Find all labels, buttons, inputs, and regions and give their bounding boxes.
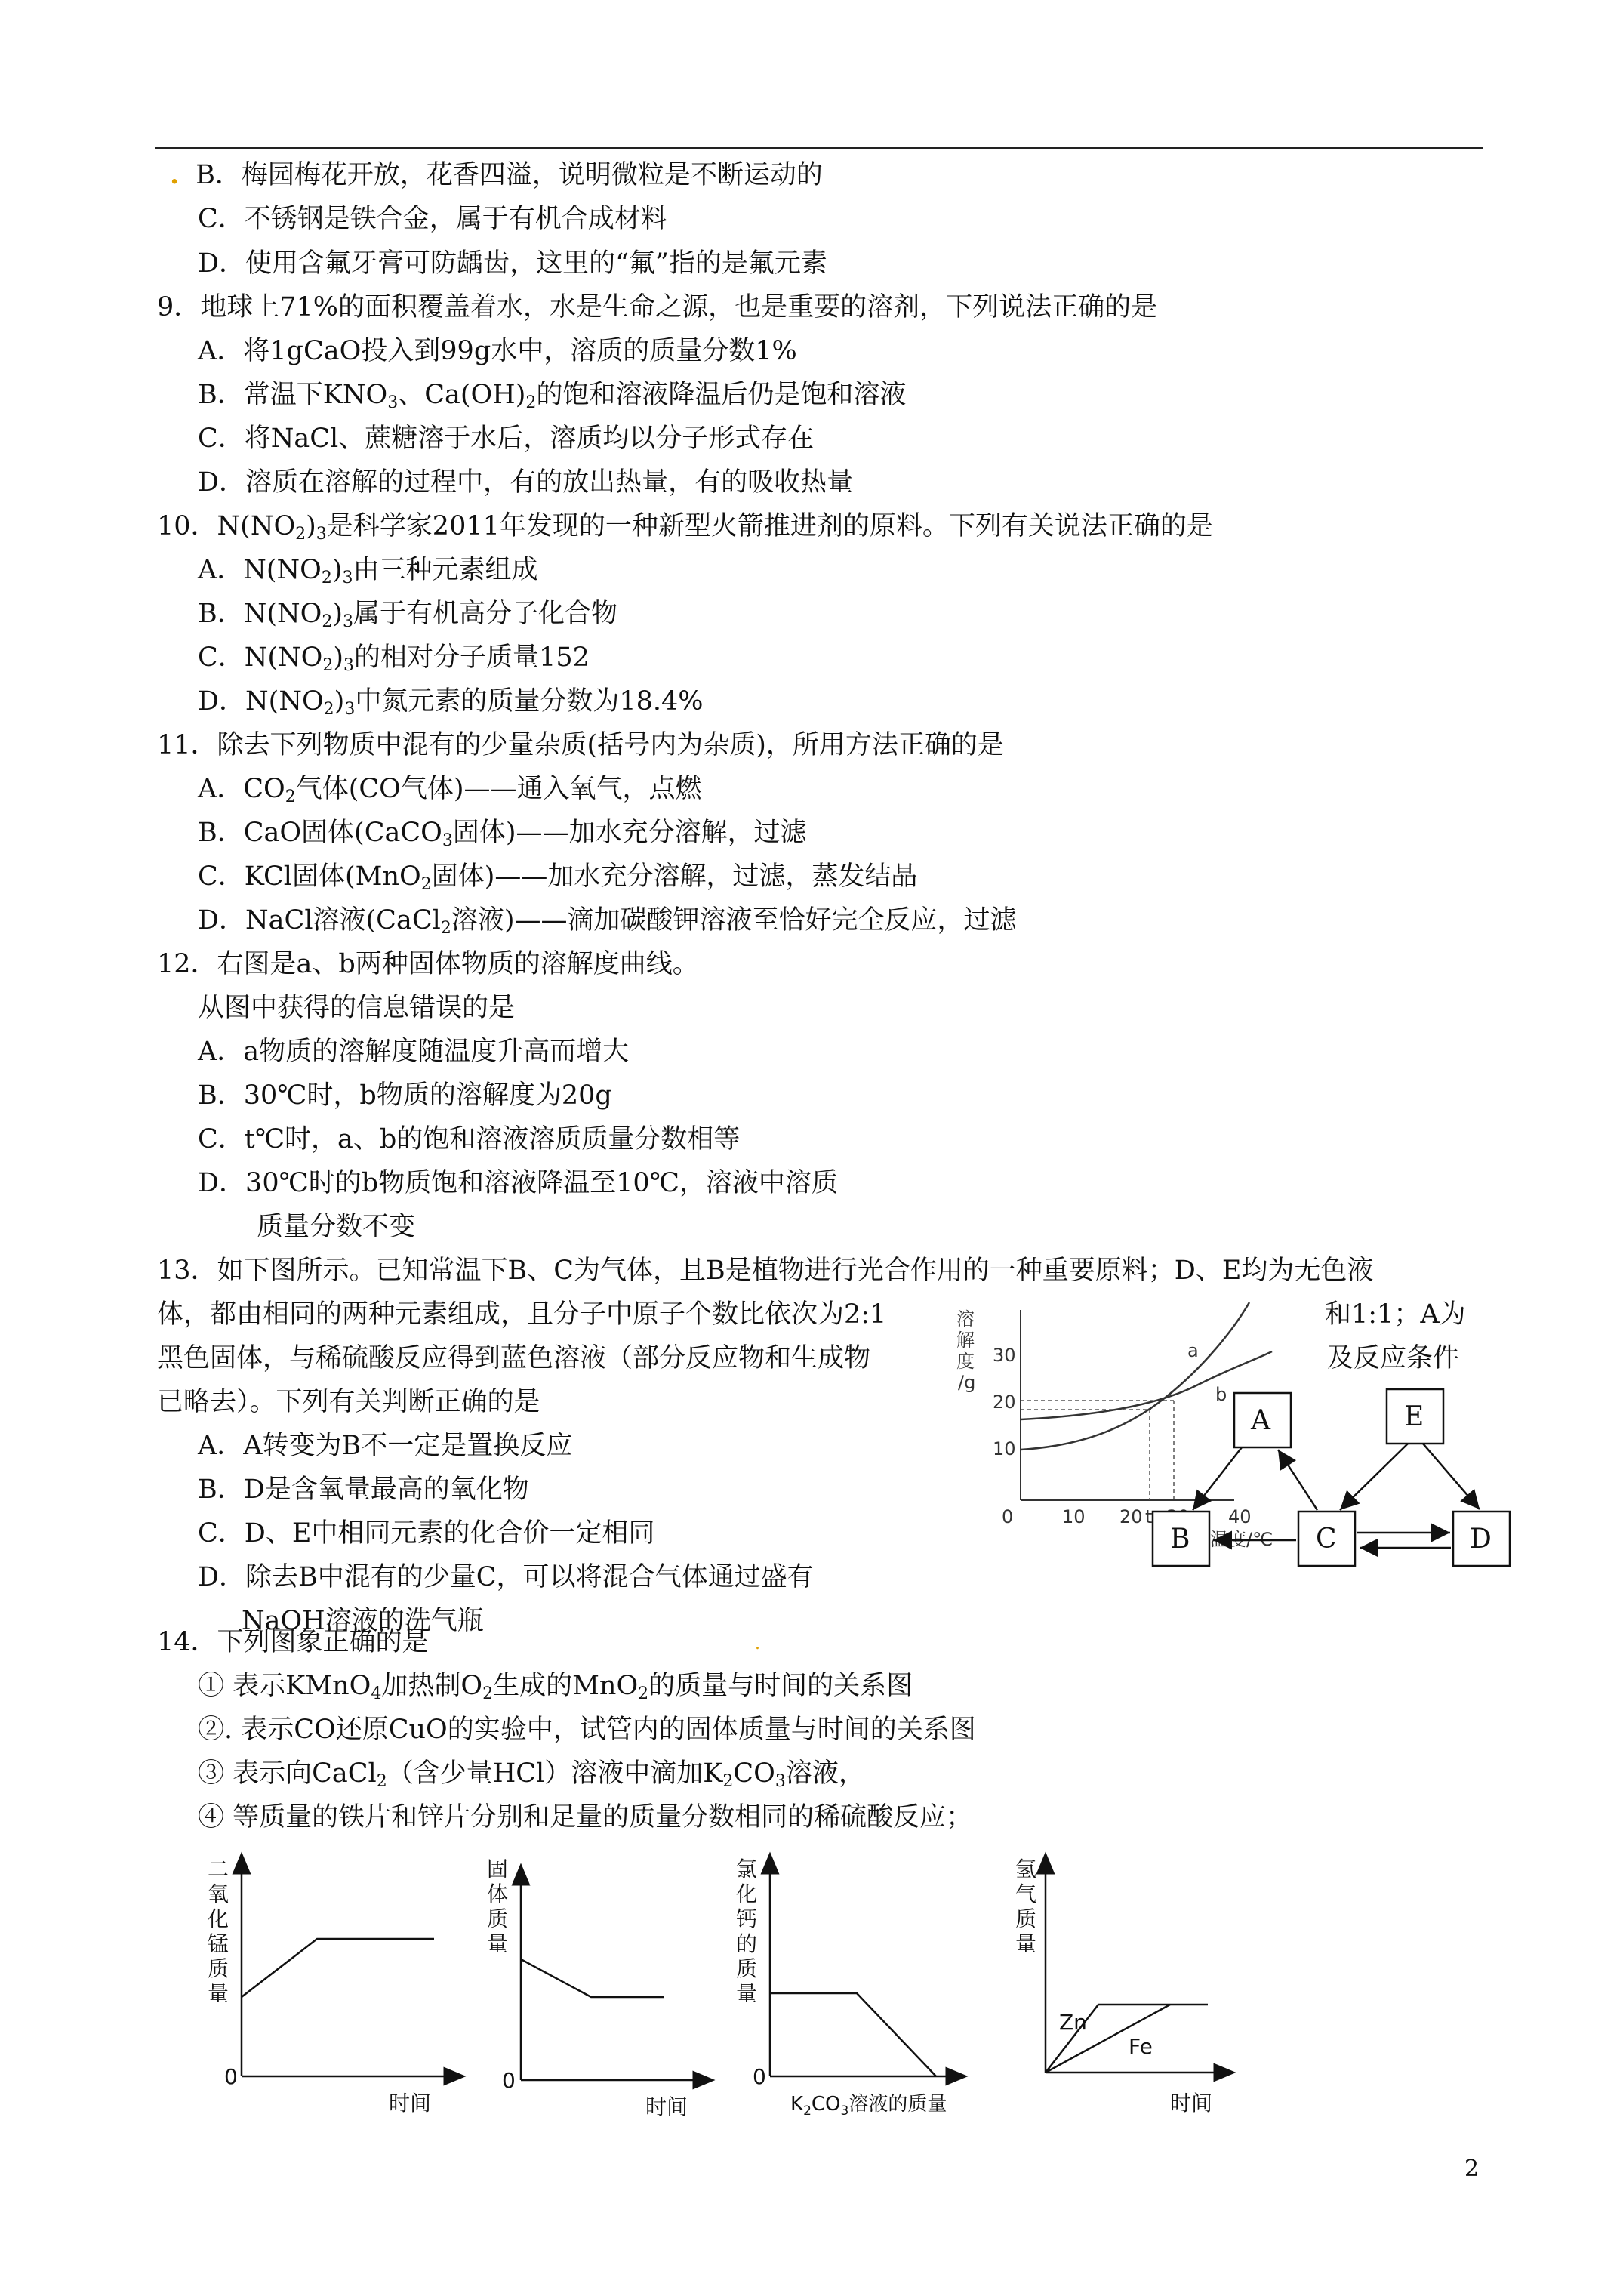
q13-option-d-cont: NaOH溶液的洗气瓶	[242, 1606, 484, 1636]
xtick-0: 0	[1002, 1506, 1014, 1527]
ytick-30: 30	[993, 1345, 1016, 1366]
q8-option-c: C．不锈钢是铁合金，属于有机合成材料	[198, 204, 667, 234]
g1-ylabel-3: 化	[208, 1906, 229, 1931]
box-a-label: A	[1251, 1405, 1270, 1436]
g4-ylabel-1: 氢	[1015, 1857, 1037, 1881]
graph-4-hydrogen-mass	[1015, 1857, 1227, 2116]
chart-ylabel-3: 度	[956, 1351, 975, 1372]
q9-option-d: D．溶质在溶解的过程中，有的放出热量，有的吸收热量	[198, 467, 854, 498]
q9-option-c: C．将NaCl、蔗糖溶于水后，溶质均以分子形式存在	[198, 424, 815, 454]
q13-line4: 已略去）。下列有关判断正确的是	[157, 1387, 540, 1417]
g1-ylabel-1: 二	[208, 1857, 229, 1881]
q13-line2a: 体，都由相同的两种元素组成，且分子中原子个数比依次为2:1	[157, 1299, 887, 1330]
g1-ylabel-4: 锰	[208, 1931, 229, 1956]
g2-ylabel-4: 量	[487, 1931, 509, 1956]
arrow-e-to-c	[1340, 1444, 1408, 1510]
q9-option-b: B．常温下$KNO_3$、$Ca(OH)_2$的饱和溶液降温后仍是饱和溶液	[198, 380, 907, 412]
g1-ylabel-5: 质	[208, 1956, 229, 1981]
graph-3-cacl2-mass	[736, 1857, 959, 2119]
box-b-label: B	[1170, 1524, 1190, 1555]
g2-origin: 0	[502, 2068, 516, 2093]
box-d-label: D	[1470, 1524, 1492, 1555]
q13-line1: 13．如下图所示。已知常温下B、C为气体，且B是植物进行光合作用的一种重要原料；D、E均为无色液	[157, 1256, 1374, 1286]
q12-stem2: 从图中获得的信息错误的是	[198, 993, 516, 1023]
page-number: 2	[1464, 2156, 1480, 2182]
marker-dot: .	[170, 159, 180, 190]
g3-ylabel-5: 质	[736, 1956, 758, 1981]
q10-stem: 10．$N(NO_2)_3$是科学家2011年发现的一种新型火箭推进剂的原料。下列有关说法正确的是	[157, 511, 1213, 544]
g3-ylabel-6: 量	[736, 1981, 758, 2006]
arrow-e-to-d	[1423, 1444, 1480, 1509]
q14-item-3: ③ 表示向CaCl$_2$（含少量HCl）溶液中滴加$K_2CO_3$溶液，	[198, 1758, 865, 1791]
g3-ylabel-2: 化	[736, 1881, 758, 1906]
g2-curve	[521, 1959, 664, 1997]
q14-stem: 14．下列图象正确的是	[157, 1627, 429, 1657]
q11-option-c: C．KCl固体(MnO$_2$固体)——加水充分溶解，过滤，蒸发结晶	[198, 861, 918, 894]
xtick-10: 10	[1062, 1506, 1086, 1527]
q11-option-d: D．NaCl溶液(CaCl$_2$溶液)——滴加碳酸钾溶液至恰好完全反应，过滤	[198, 905, 1017, 938]
xtick-t: t	[1145, 1506, 1153, 1527]
g4-ylabel-4: 量	[1015, 1931, 1037, 1956]
g4-xlabel: 时间	[1170, 2091, 1213, 2116]
q11-stem: 11．除去下列物质中混有的少量杂质(括号内为杂质)，所用方法正确的是	[157, 730, 1004, 760]
graph-1-mno2	[208, 1857, 457, 2116]
g1-origin: 0	[224, 2064, 238, 2089]
g3-ylabel-3: 钙	[736, 1906, 758, 1931]
q10-option-d: D．$N(NO_2)_3$中氮元素的质量分数为18.4%	[198, 686, 704, 719]
q13-line2b: 和1:1；A为	[1325, 1299, 1466, 1330]
q12-option-d-cont: 质量分数不变	[257, 1212, 416, 1242]
solubility-and-flow-figure	[947, 1295, 1521, 1593]
g3-curve	[770, 1993, 936, 2076]
q10-option-c: C．$N(NO_2)_3$的相对分子质量152	[198, 643, 590, 675]
q10-option-b: B．$N(NO_2)_3$属于有机高分子化合物	[198, 599, 617, 631]
flow-diagram	[1153, 1389, 1510, 1566]
q12-option-a: A．a物质的溶解度随温度升高而增大	[198, 1037, 630, 1067]
g3-ylabel-1: 氯	[736, 1857, 758, 1881]
chart-ylabel-2: 解	[956, 1330, 975, 1351]
q11-option-a: A．$CO_2$气体(CO气体)——通入氧气，点燃	[198, 774, 702, 806]
g4-label-fe: Fe	[1129, 2034, 1153, 2059]
q11-option-b: B．CaO固体(CaCO$_3$固体)——加水充分溶解，过滤	[198, 818, 807, 850]
g4-ylabel-2: 气	[1015, 1881, 1037, 1906]
g2-xlabel: 时间	[645, 2094, 688, 2119]
q8-option-b: . B．梅园梅花开放，花香四溢，说明微粒是不断运动的	[170, 159, 823, 190]
q12-option-c: C．t℃时，a、b的饱和溶液溶质质量分数相等	[198, 1124, 741, 1154]
g3-ylabel-4: 的	[736, 1931, 758, 1956]
g2-ylabel-1: 固	[487, 1857, 509, 1881]
g2-ylabel-2: 体	[487, 1881, 509, 1906]
q12-stem: 12．右图是a、b两种固体物质的溶解度曲线。	[157, 949, 699, 979]
q14-graphs	[200, 1850, 1529, 2137]
g1-curve	[242, 1939, 434, 1997]
box-e-label: E	[1404, 1401, 1424, 1432]
solubility-chart	[956, 1302, 1273, 1550]
ytick-10: 10	[993, 1438, 1016, 1459]
q9-stem: 9．地球上71%的面积覆盖着水，水是生命之源，也是重要的溶剂，下列说法正确的是	[157, 292, 1158, 322]
g1-ylabel-2: 氧	[208, 1881, 229, 1906]
label-a: a	[1187, 1340, 1199, 1361]
g3-xlabel: $K_2CO_3$溶液的质量	[790, 2093, 947, 2119]
q13-option-a: A．A转变为B不一定是置换反应	[198, 1431, 573, 1461]
header-rule	[155, 147, 1483, 149]
q13-option-c: C．D、E中相同元素的化合价一定相同	[198, 1518, 655, 1549]
q10-option-a: A．$N(NO_2)_3$由三种元素组成	[198, 555, 538, 587]
g4-ylabel-3: 质	[1015, 1906, 1037, 1931]
q12-option-d: D．30℃时的b物质饱和溶液降温至10℃，溶液中溶质	[198, 1168, 838, 1198]
g3-origin: 0	[753, 2064, 766, 2089]
stray-dot: .	[755, 1635, 760, 1653]
q13-line3b: 及反应条件	[1327, 1343, 1460, 1373]
xtick-40: 40	[1228, 1506, 1252, 1527]
label-b: b	[1215, 1384, 1227, 1405]
chart-ylabel-4: /g	[958, 1372, 976, 1393]
q13-line3a: 黑色固体，与稀硫酸反应得到蓝色溶液（部分反应物和生成物	[157, 1343, 871, 1373]
ytick-20: 20	[993, 1391, 1016, 1413]
q12-option-b: B．30℃时，b物质的溶解度为20g	[198, 1080, 612, 1111]
g4-label-zn: Zn	[1059, 2010, 1087, 2035]
g1-ylabel-6: 量	[208, 1981, 229, 2006]
q13-option-b: B．D是含氧量最高的氧化物	[198, 1475, 529, 1505]
box-c-label: C	[1316, 1524, 1337, 1555]
g2-ylabel-3: 质	[487, 1906, 509, 1931]
xtick-20: 20	[1119, 1506, 1143, 1527]
arrow-c-to-a	[1278, 1450, 1317, 1510]
q8-option-d: D．使用含氟牙膏可防龋齿，这里的“氟”指的是氟元素	[198, 248, 827, 279]
chart-xlabel: 温度/℃	[1210, 1529, 1273, 1550]
g1-xlabel: 时间	[389, 2091, 432, 2116]
chart-ylabel-1: 溶	[956, 1308, 975, 1330]
q14-item-1: ① 表示KMnO$_4$加热制$O_2$生成的MnO$_2$的质量与时间的关系图	[198, 1671, 913, 1703]
q13-option-d: D．除去B中混有的少量C，可以将混合气体通过盛有	[198, 1562, 814, 1592]
graph-2-solid-mass	[487, 1857, 706, 2119]
q14-item-4: ④ 等质量的铁片和锌片分别和足量的质量分数相同的稀硫酸反应；	[198, 1802, 973, 1832]
q9-option-a: A．将1gCaO投入到99g水中，溶质的质量分数1%	[198, 336, 797, 366]
q14-item-2: ②. 表示CO还原CuO的实验中，试管内的固体质量与时间的关系图	[198, 1715, 976, 1745]
